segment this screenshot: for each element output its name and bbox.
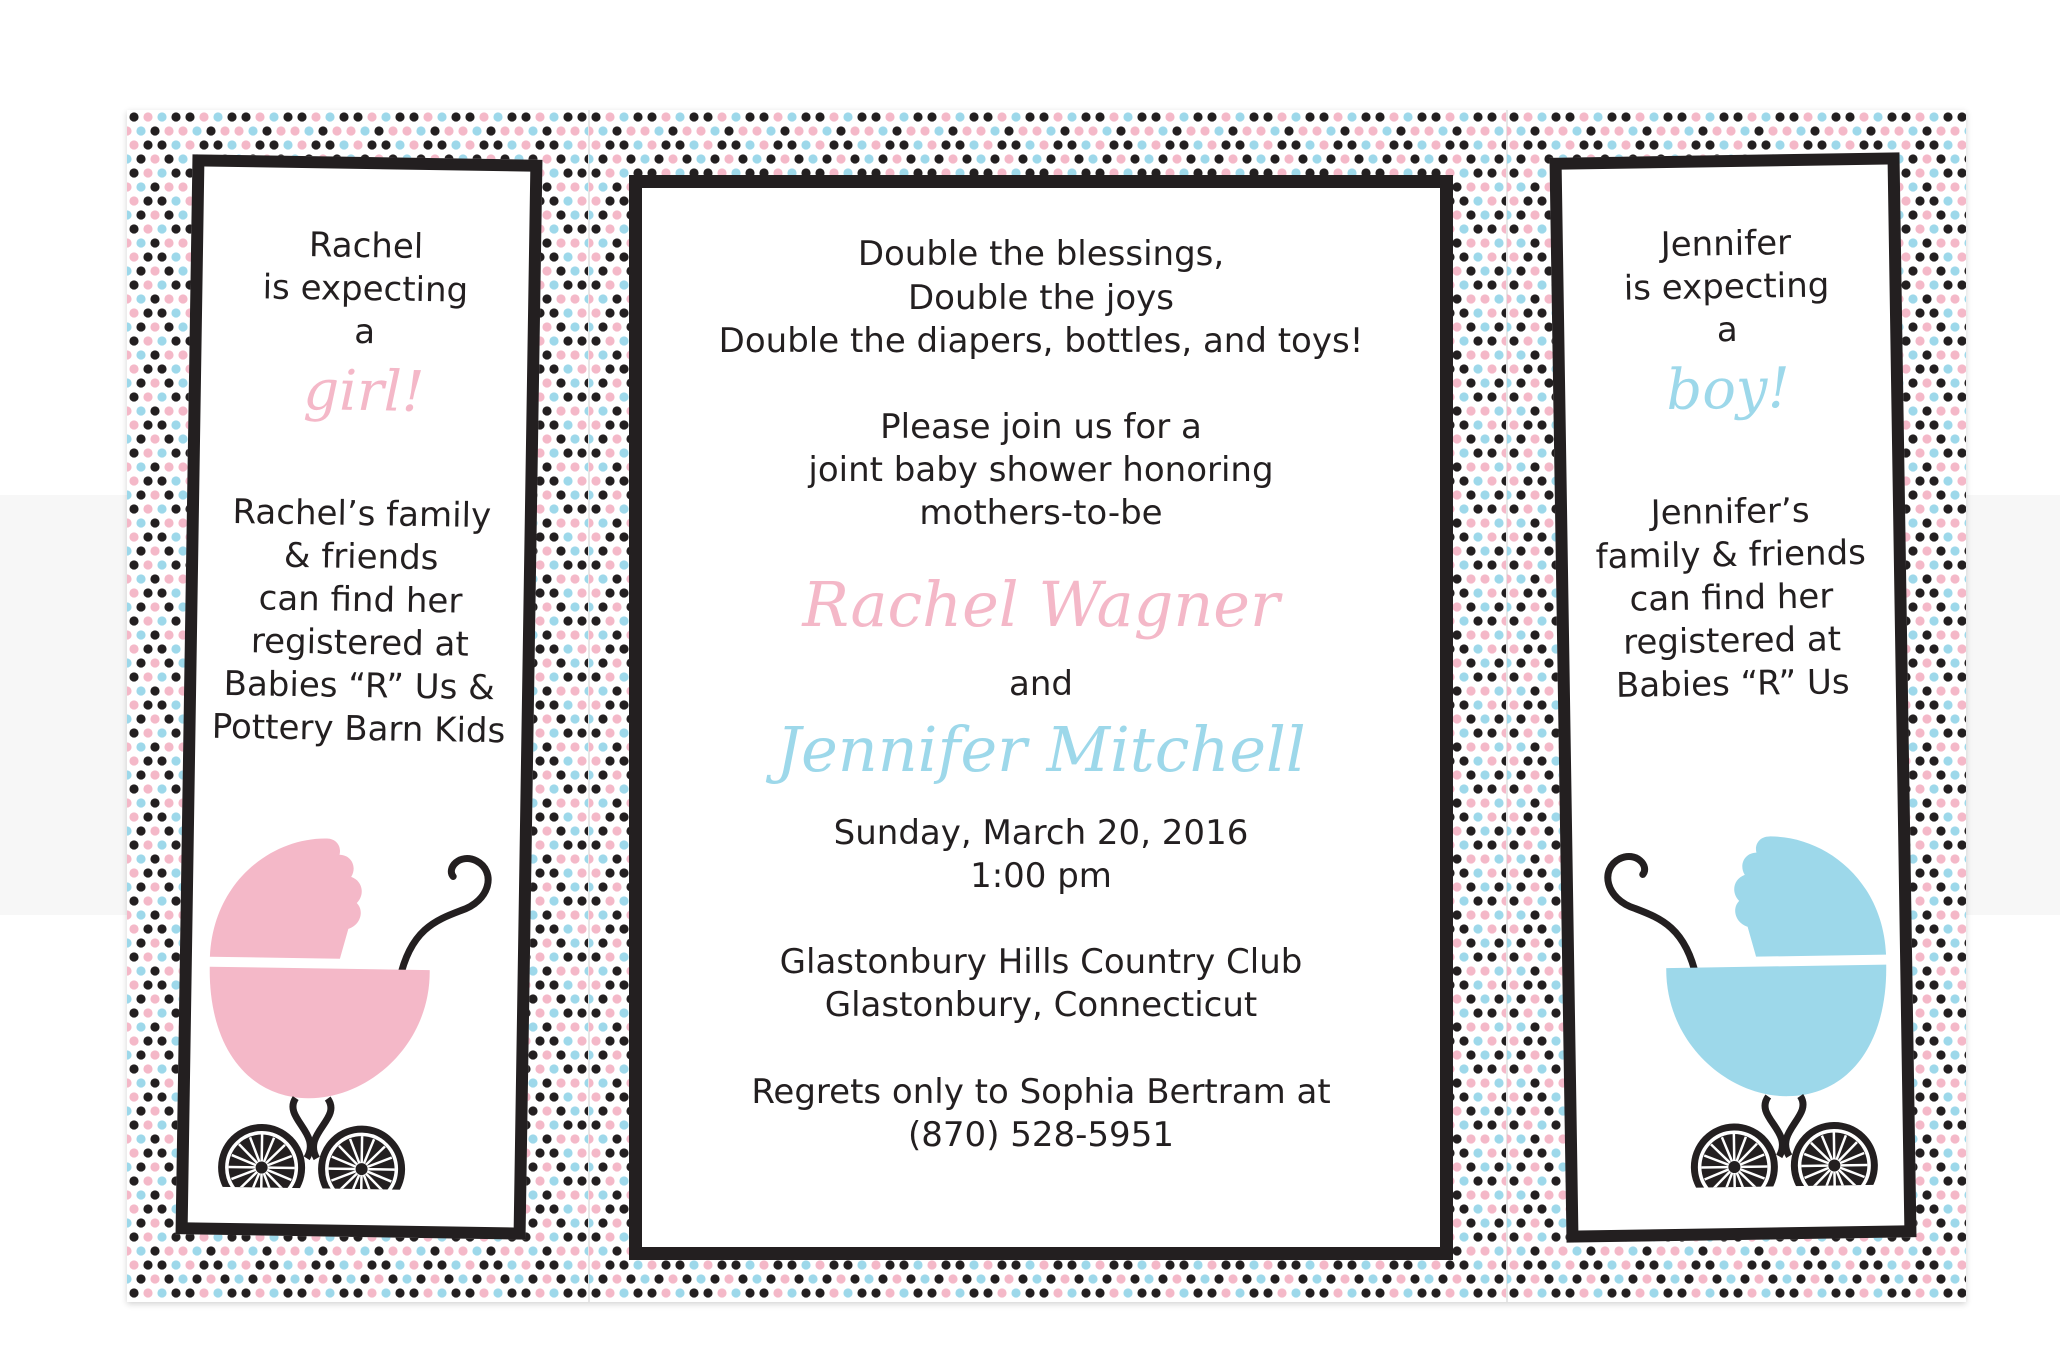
event-date: Sunday, March 20, 2016 bbox=[833, 813, 1249, 853]
mother-name-rachel: Rachel Wagner bbox=[802, 568, 1280, 641]
pink-baby-carriage-icon bbox=[186, 786, 522, 1191]
article-text: a bbox=[353, 311, 376, 353]
event-location: Glastonbury, Connecticut bbox=[824, 985, 1258, 1025]
registry-line: Babies “R” Us & bbox=[223, 663, 495, 709]
right-panel bbox=[1507, 110, 1966, 1302]
rsvp-text: Regrets only to Sophia Bertram at bbox=[751, 1072, 1331, 1112]
expecting-text: is expecting bbox=[1623, 265, 1830, 309]
left-panel bbox=[127, 110, 589, 1302]
center-panel bbox=[589, 110, 1507, 1302]
poem-line: Double the diapers, bottles, and toys! bbox=[718, 321, 1364, 361]
event-time: 1:00 pm bbox=[970, 856, 1112, 896]
event-venue: Glastonbury Hills Country Club bbox=[779, 942, 1303, 982]
registry-line: can find her bbox=[1629, 576, 1834, 620]
invite-line: Please join us for a bbox=[880, 407, 1202, 447]
poem-line: Double the blessings, bbox=[857, 234, 1225, 274]
blue-baby-carriage-icon bbox=[1573, 784, 1909, 1189]
registry-line: Babies “R” Us bbox=[1615, 662, 1850, 706]
mother-name-heading: Jennifer bbox=[1660, 223, 1792, 266]
mother-name-jennifer: Jennifer Mitchell bbox=[776, 713, 1306, 786]
registry-line: can find her bbox=[258, 578, 463, 622]
invitation-card bbox=[127, 110, 1966, 1302]
gender-girl-text: girl! bbox=[302, 358, 425, 425]
left-frame bbox=[176, 154, 543, 1239]
right-frame bbox=[1550, 152, 1917, 1242]
article-text: a bbox=[1716, 309, 1738, 351]
mother-name-heading: Rachel bbox=[308, 225, 424, 267]
expecting-text: is expecting bbox=[262, 267, 469, 311]
registry-line: Pottery Barn Kids bbox=[211, 706, 506, 752]
registry-line: registered at bbox=[1622, 619, 1842, 663]
and-text: and bbox=[1009, 664, 1073, 704]
registry-line: Jennifer’s bbox=[1650, 490, 1810, 534]
registry-line: Rachel’s family bbox=[232, 491, 492, 537]
rsvp-phone: (870) 528-5951 bbox=[908, 1115, 1174, 1155]
invite-line: mothers-to-be bbox=[919, 493, 1163, 533]
registry-line: family & friends bbox=[1595, 532, 1867, 578]
registry-line: registered at bbox=[250, 621, 470, 665]
gender-boy-text: boy! bbox=[1665, 356, 1791, 424]
invite-line: joint baby shower honoring bbox=[808, 450, 1274, 490]
registry-line: & friends bbox=[283, 535, 439, 579]
center-frame bbox=[629, 175, 1453, 1260]
poem-line: Double the joys bbox=[908, 278, 1174, 318]
